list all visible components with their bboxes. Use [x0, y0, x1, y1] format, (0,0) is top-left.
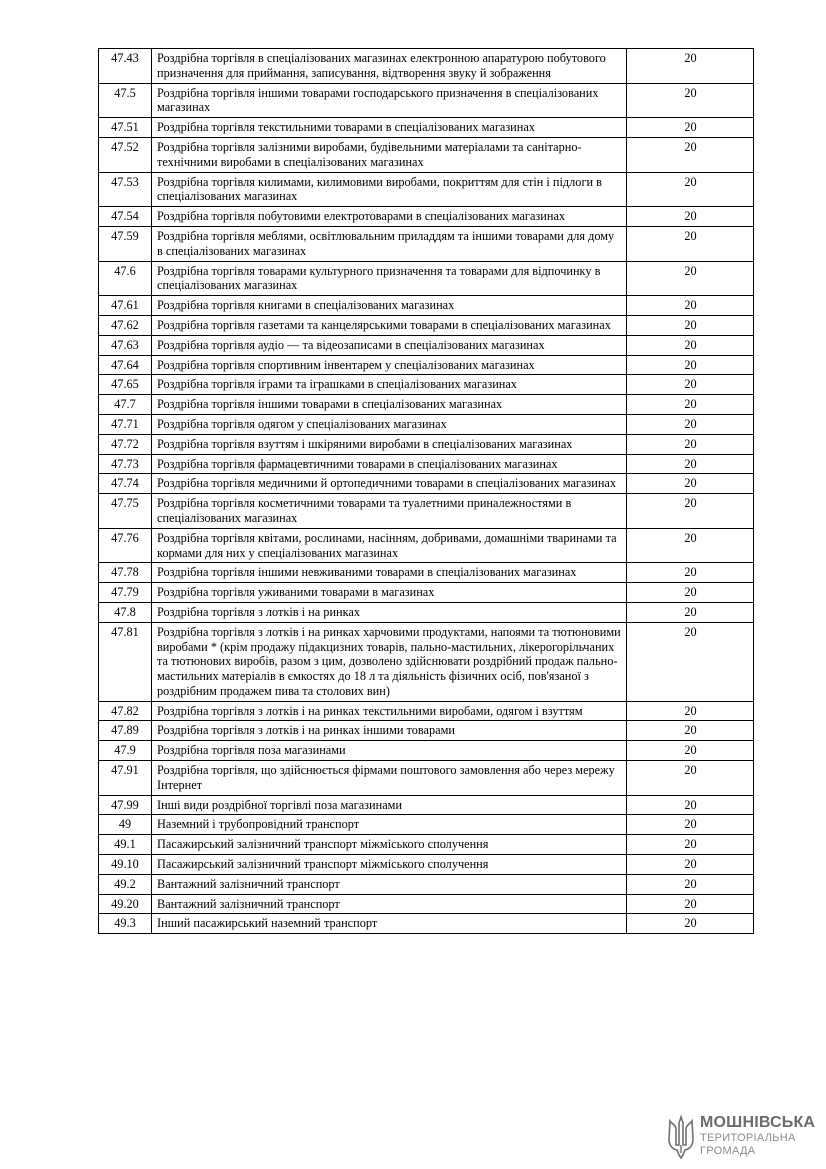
table-row — [99, 721, 754, 741]
rate-cell: 20 — [627, 583, 754, 603]
code-cell: 47.76 — [99, 528, 152, 563]
logo-subtitle: ТЕРИТОРІАЛЬНА — [700, 1132, 796, 1144]
table-row — [99, 375, 754, 395]
rate-cell: 20 — [627, 83, 754, 118]
table-row — [99, 172, 754, 207]
description-cell: Вантажний залізничний транспорт — [152, 874, 627, 894]
rate-cell: 20 — [627, 49, 754, 84]
code-cell: 47.99 — [99, 795, 152, 815]
code-cell: 47.51 — [99, 118, 152, 138]
table-row — [99, 315, 754, 335]
description-cell: Роздрібна торгівля спортивним інвентарем у спеціалізованих магазинах — [152, 355, 627, 375]
table-row — [99, 815, 754, 835]
code-cell: 47.81 — [99, 622, 152, 701]
table-row — [99, 874, 754, 894]
description-cell: Вантажний залізничний транспорт — [152, 894, 627, 914]
table-row — [99, 335, 754, 355]
code-cell: 47.64 — [99, 355, 152, 375]
code-cell: 49.1 — [99, 835, 152, 855]
description-cell: Роздрібна торгівля книгами в спеціалізованих магазинах — [152, 296, 627, 316]
table-row — [99, 602, 754, 622]
rate-cell: 20 — [627, 434, 754, 454]
code-cell: 47.61 — [99, 296, 152, 316]
table-row — [99, 83, 754, 118]
logo-title: МОШНІВСЬКА — [700, 1114, 816, 1131]
rate-cell: 20 — [627, 914, 754, 934]
table-row — [99, 474, 754, 494]
description-cell: Пасажирський залізничний транспорт міжміського сполучення — [152, 855, 627, 875]
code-cell: 47.43 — [99, 49, 152, 84]
rate-cell: 20 — [627, 335, 754, 355]
table-row — [99, 355, 754, 375]
table-row — [99, 622, 754, 701]
code-cell: 47.72 — [99, 434, 152, 454]
code-cell: 47.6 — [99, 261, 152, 296]
description-cell: Роздрібна торгівля, що здійснюється фірмами поштового замовлення або через мережу Інтернет — [152, 761, 627, 796]
rate-cell: 20 — [627, 137, 754, 172]
rate-cell: 20 — [627, 894, 754, 914]
rate-cell: 20 — [627, 835, 754, 855]
rate-cell: 20 — [627, 355, 754, 375]
rate-cell: 20 — [627, 563, 754, 583]
table-row — [99, 118, 754, 138]
rate-cell: 20 — [627, 172, 754, 207]
code-cell: 47.59 — [99, 226, 152, 261]
rate-cell: 20 — [627, 395, 754, 415]
rate-cell: 20 — [627, 454, 754, 474]
table-row — [99, 894, 754, 914]
rate-cell: 20 — [627, 874, 754, 894]
code-cell: 49.10 — [99, 855, 152, 875]
description-cell: Роздрібна торгівля з лотків і на ринках іншими товарами — [152, 721, 627, 741]
trident-icon — [666, 1115, 696, 1159]
rate-cell: 20 — [627, 815, 754, 835]
rate-cell: 20 — [627, 226, 754, 261]
rate-cell: 20 — [627, 474, 754, 494]
description-cell: Роздрібна торгівля іншими товарами в спеціалізованих магазинах — [152, 395, 627, 415]
table-row — [99, 494, 754, 529]
table-row — [99, 226, 754, 261]
code-cell: 47.53 — [99, 172, 152, 207]
table-row — [99, 207, 754, 227]
rate-cell: 20 — [627, 721, 754, 741]
table-row — [99, 914, 754, 934]
description-cell: Роздрібна торгівля текстильними товарами в спеціалізованих магазинах — [152, 118, 627, 138]
rate-cell: 20 — [627, 602, 754, 622]
code-cell: 47.7 — [99, 395, 152, 415]
table-row — [99, 137, 754, 172]
description-cell: Роздрібна торгівля фармацевтичними товарами в спеціалізованих магазинах — [152, 454, 627, 474]
table-row — [99, 395, 754, 415]
description-cell: Роздрібна торгівля побутовими електротоварами в спеціалізованих магазинах — [152, 207, 627, 227]
code-cell: 47.71 — [99, 414, 152, 434]
code-cell: 47.74 — [99, 474, 152, 494]
code-cell: 47.62 — [99, 315, 152, 335]
rate-cell: 20 — [627, 761, 754, 796]
code-cell: 47.78 — [99, 563, 152, 583]
description-cell: Роздрібна торгівля іншими невживаними товарами в спеціалізованих магазинах — [152, 563, 627, 583]
table-row — [99, 795, 754, 815]
description-cell: Роздрібна торгівля іншими товарами господарського призначення в спеціалізованих магазинах — [152, 83, 627, 118]
description-cell: Роздрібна торгівля квітами, рослинами, насінням, добривами, домашніми тваринами та кормами для них у спеціалізованих магазинах — [152, 528, 627, 563]
table-row — [99, 49, 754, 84]
description-cell: Роздрібна торгівля поза магазинами — [152, 741, 627, 761]
code-cell: 47.79 — [99, 583, 152, 603]
table-row — [99, 296, 754, 316]
code-cell: 47.63 — [99, 335, 152, 355]
description-cell: Роздрібна торгівля одягом у спеціалізованих магазинах — [152, 414, 627, 434]
description-cell: Роздрібна торгівля аудіо — та відеозаписами в спеціалізованих магазинах — [152, 335, 627, 355]
rate-cell: 20 — [627, 414, 754, 434]
rate-cell: 20 — [627, 207, 754, 227]
description-cell: Роздрібна торгівля іграми та іграшками в спеціалізованих магазинах — [152, 375, 627, 395]
code-cell: 49.2 — [99, 874, 152, 894]
description-cell: Роздрібна торгівля взуттям і шкіряними виробами в спеціалізованих магазинах — [152, 434, 627, 454]
table-row — [99, 855, 754, 875]
rate-cell: 20 — [627, 855, 754, 875]
code-cell: 47.91 — [99, 761, 152, 796]
description-cell: Роздрібна торгівля залізними виробами, будівельними матеріалами та санітарно-технічними виробами в спеціалізованих магазинах — [152, 137, 627, 172]
community-logo — [666, 1113, 816, 1161]
rate-cell: 20 — [627, 528, 754, 563]
rate-cell: 20 — [627, 622, 754, 701]
code-cell: 47.52 — [99, 137, 152, 172]
description-cell: Роздрібна торгівля меблями, освітлювальним приладдям та іншими товарами для дому в спеціалізованих магазинах — [152, 226, 627, 261]
description-cell: Роздрібна торгівля товарами культурного призначення та товарами для відпочинку в спеціалізованих магазинах — [152, 261, 627, 296]
description-cell: Роздрібна торгівля газетами та канцелярськими товарами в спеціалізованих магазинах — [152, 315, 627, 335]
code-cell: 47.8 — [99, 602, 152, 622]
logo-subtitle-2: ГРОМАДА — [700, 1145, 756, 1157]
code-cell: 47.9 — [99, 741, 152, 761]
rate-cell: 20 — [627, 701, 754, 721]
table-row — [99, 528, 754, 563]
table-row — [99, 563, 754, 583]
code-cell: 47.89 — [99, 721, 152, 741]
description-cell: Роздрібна торгівля з лотків і на ринках — [152, 602, 627, 622]
code-cell: 47.75 — [99, 494, 152, 529]
description-cell: Інші види роздрібної торгівлі поза магазинами — [152, 795, 627, 815]
table-row — [99, 414, 754, 434]
table-row — [99, 741, 754, 761]
rate-cell: 20 — [627, 494, 754, 529]
code-cell: 47.82 — [99, 701, 152, 721]
code-cell: 47.73 — [99, 454, 152, 474]
description-cell: Роздрібна торгівля уживаними товарами в магазинах — [152, 583, 627, 603]
rate-cell: 20 — [627, 375, 754, 395]
rate-cell: 20 — [627, 118, 754, 138]
description-cell: Роздрібна торгівля косметичними товарами та туалетними приналежностями в спеціалізованих магазинах — [152, 494, 627, 529]
description-cell: Роздрібна торгівля килимами, килимовими виробами, покриттям для стін і підлоги в спеціалізованих магазинах — [152, 172, 627, 207]
description-cell: Пасажирський залізничний транспорт міжміського сполучення — [152, 835, 627, 855]
table-row — [99, 835, 754, 855]
code-cell: 49.20 — [99, 894, 152, 914]
description-cell: Інший пасажирський наземний транспорт — [152, 914, 627, 934]
rate-cell: 20 — [627, 795, 754, 815]
table-row — [99, 701, 754, 721]
code-cell: 49 — [99, 815, 152, 835]
rate-cell: 20 — [627, 296, 754, 316]
table-row — [99, 261, 754, 296]
activity-codes-table — [98, 48, 754, 934]
code-cell: 47.54 — [99, 207, 152, 227]
code-cell: 49.3 — [99, 914, 152, 934]
description-cell: Роздрібна торгівля медичними й ортопедичними товарами в спеціалізованих магазинах — [152, 474, 627, 494]
description-cell: Роздрібна торгівля в спеціалізованих магазинах електронною апаратурою побутового призначення для приймання, записування, відтворення звуку й зображення — [152, 49, 627, 84]
code-cell: 47.65 — [99, 375, 152, 395]
rate-cell: 20 — [627, 741, 754, 761]
description-cell: Наземний і трубопровідний транспорт — [152, 815, 627, 835]
description-cell: Роздрібна торгівля з лотків і на ринках текстильними виробами, одягом і взуттям — [152, 701, 627, 721]
rate-cell: 20 — [627, 261, 754, 296]
table-row — [99, 583, 754, 603]
table-body — [99, 49, 754, 934]
description-cell: Роздрібна торгівля з лотків і на ринках харчовими продуктами, напоями та тютюновими виробами * (крім продажу підакцизних товарів, пально-мастильних, лікерогорільчаних та тютюнових виробів, разом з цим, дозволено здійснювати роздрібний продаж пально-мастильних матеріалів в ємкостях до 18 л та діяльність фізичних осіб, пов'язаної з роздрібним продажем пива та столових вин) — [152, 622, 627, 701]
table-row — [99, 454, 754, 474]
table-row — [99, 434, 754, 454]
rate-cell: 20 — [627, 315, 754, 335]
code-cell: 47.5 — [99, 83, 152, 118]
table-row — [99, 761, 754, 796]
